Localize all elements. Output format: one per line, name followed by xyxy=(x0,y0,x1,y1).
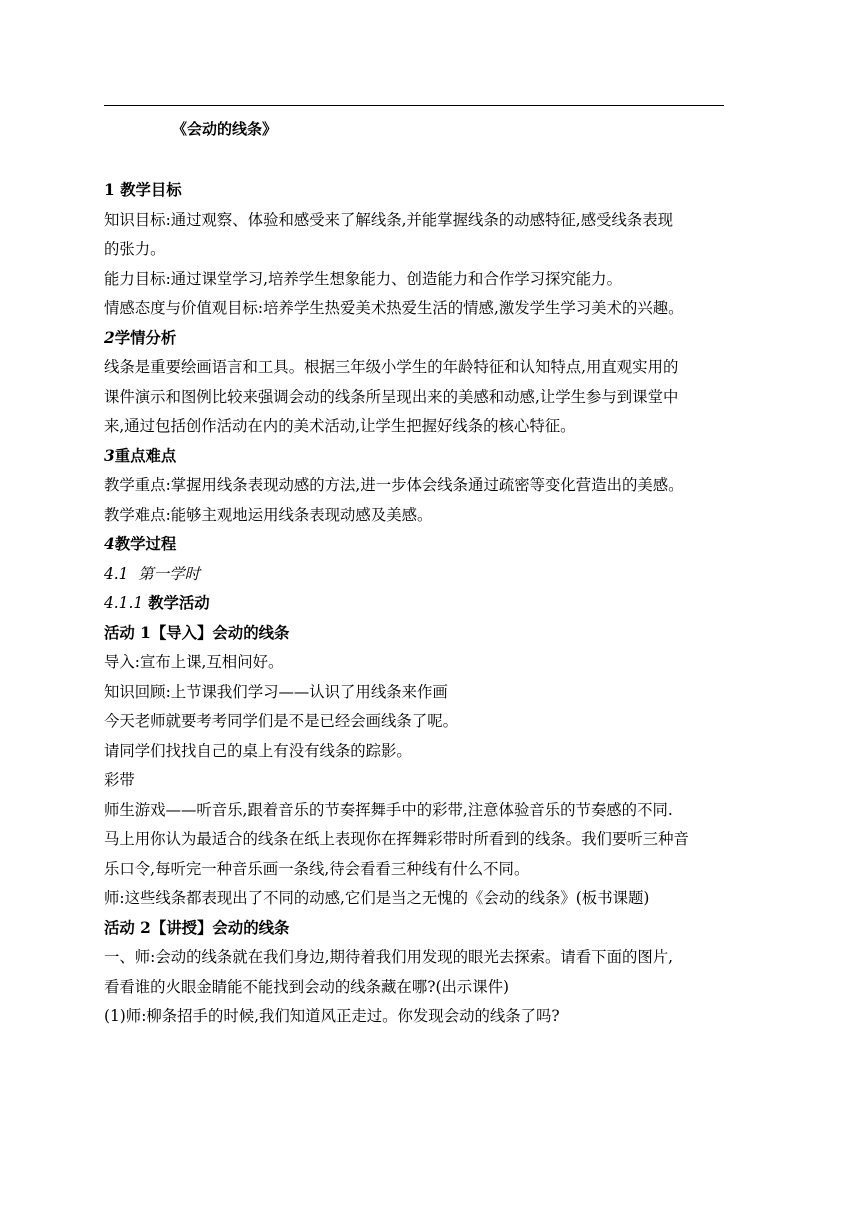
heading-key-points: 3重点难点 xyxy=(104,446,177,465)
paragraph-line: 师:这些线条都表现出了不同的动感,它们是当之无愧的《会动的线条》(板书课题) xyxy=(104,889,650,907)
paragraph-line: 线条是重要绘画语言和工具。根据三年级小学生的年龄特征和认知特点,用直观实用的 xyxy=(104,358,679,376)
paragraph-line: 课件演示和图例比较来强调会动的线条所呈现出来的美感和动感,让学生参与到课堂中 xyxy=(104,387,679,406)
subheading-activities: 4.1.1 教学活动 xyxy=(104,594,210,612)
activity-1-heading: 活动 1【导入】会动的线条 xyxy=(104,623,290,642)
paragraph-line: 教学难点:能够主观地运用线条表现动感及美感。 xyxy=(104,505,433,524)
paragraph-line: 今天老师就要考考同学们是不是已经会画线条了呢。 xyxy=(104,712,458,730)
paragraph-line: 情感态度与价值观目标:培养学生热爱美术热爱生活的情感,激发学生学习美术的兴趣。 xyxy=(104,299,684,317)
doc-body xyxy=(104,176,760,1032)
heading-analysis: 2学情分析 xyxy=(104,328,177,347)
paragraph-line: 导入:宣布上课,互相问好。 xyxy=(104,653,284,671)
paragraph-line: 彩带 xyxy=(104,771,135,789)
heading-objectives: 1 教学目标 xyxy=(104,181,182,199)
activity-2-heading: 活动 2【讲授】会动的线条 xyxy=(104,918,290,937)
paragraph-line: 师生游戏——听音乐,跟着音乐的节奏挥舞手中的彩带,注意体验音乐的节奏感的不同. xyxy=(104,800,673,819)
heading-process: 4教学过程 xyxy=(104,535,177,553)
paragraph-line: 看看谁的火眼金睛能不能找到会动的线条藏在哪?(出示课件) xyxy=(104,977,510,996)
paragraph-line: 乐口令,每听完一种音乐画一条线,待会看看三种线有什么不同。 xyxy=(104,859,530,878)
paragraph-line: 知识回顾:上节课我们学习——认识了用线条来作画 xyxy=(104,682,448,701)
paragraph-line: 来,通过包括创作活动在内的美术活动,让学生把握好线条的核心特征。 xyxy=(104,417,576,435)
paragraph-line: 一、师:会动的线条就在我们身边,期待着我们用发现的眼光去探索。请看下面的图片, xyxy=(104,948,674,966)
paragraph-line: 能力目标:通过课堂学习,培养学生想象能力、创造能力和合作学习探究能力。 xyxy=(104,269,622,288)
paragraph-line: (1)师:柳条招手的时候,我们知道风正走过。你发现会动的线条了吗? xyxy=(104,1007,560,1025)
paragraph-line: 教学重点:掌握用线条表现动感的方法,进一步体会线条通过疏密等变化营造出的美感。 xyxy=(104,476,684,494)
subheading-lesson-1: 4.1 第一学时 xyxy=(104,564,200,583)
doc-title: 《会动的线条》 xyxy=(172,120,278,138)
paragraph-line: 知识目标:通过观察、体验和感受来了解线条,并能掌握线条的动感特征,感受线条表现 xyxy=(104,210,674,229)
paragraph-line: 马上用你认为最适合的线条在纸上表现你在挥舞彩带时所看到的线条。我们要听三种音 xyxy=(104,830,689,848)
header-rule xyxy=(104,105,724,106)
paragraph-line: 请同学们找找自己的桌上有没有线条的踪影。 xyxy=(104,741,412,760)
paragraph-line: 的张力。 xyxy=(104,240,166,258)
